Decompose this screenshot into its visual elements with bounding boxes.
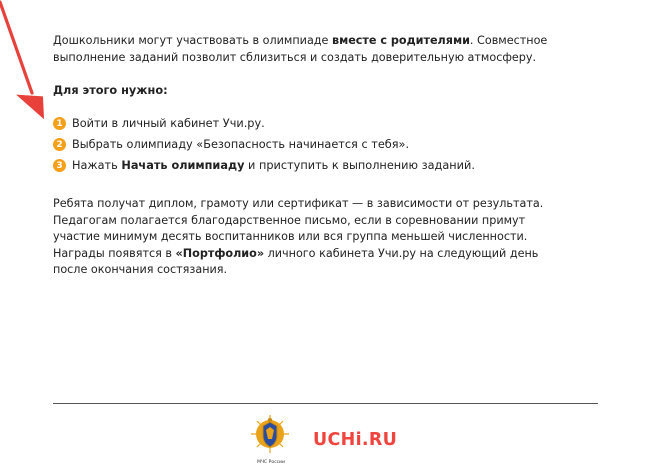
step-item — [53, 134, 475, 155]
step-text: Нажать Начать олимпиаду и приступить к выполнению заданий. — [72, 159, 475, 172]
step-item — [53, 113, 475, 134]
footer-divider — [53, 403, 598, 404]
mchs-emblem-icon — [250, 412, 290, 466]
steps-list — [53, 113, 475, 176]
portfolio-link-text: «Портфолио» — [175, 246, 265, 260]
emblem-caption: МЧС России — [257, 460, 285, 465]
step-number-badge: 1 — [53, 117, 66, 130]
step-text: Войти в личный кабинет Учи.ру. — [72, 117, 265, 130]
intro-paragraph: Дошкольники могут участвовать в олимпиаде вместе с родителями. Совместное выполнение заданий позволит сблизиться и создать доверительную атмосферу. — [53, 34, 548, 64]
steps-heading: Для этого нужно: — [53, 84, 168, 97]
step-number-badge: 2 — [53, 138, 66, 151]
rewards-paragraph: Ребята получат диплом, грамоту или сертификат — в зависимости от результата. Педагогам полагается благодарственное письмо, если в соревновании примут участие минимум десять воспитанников или вся группа меньшей численности. Награды появятся в «Портфолио» личного кабинета Учи.ру на следующий день после окончания состязания. — [53, 197, 544, 276]
step-text: Выбрать олимпиаду «Безопасность начинается с тебя». — [72, 138, 410, 151]
uchi-ru-logo: UCHi.RU — [313, 430, 398, 450]
step-number-badge: 3 — [53, 159, 66, 172]
step-item — [53, 155, 475, 176]
